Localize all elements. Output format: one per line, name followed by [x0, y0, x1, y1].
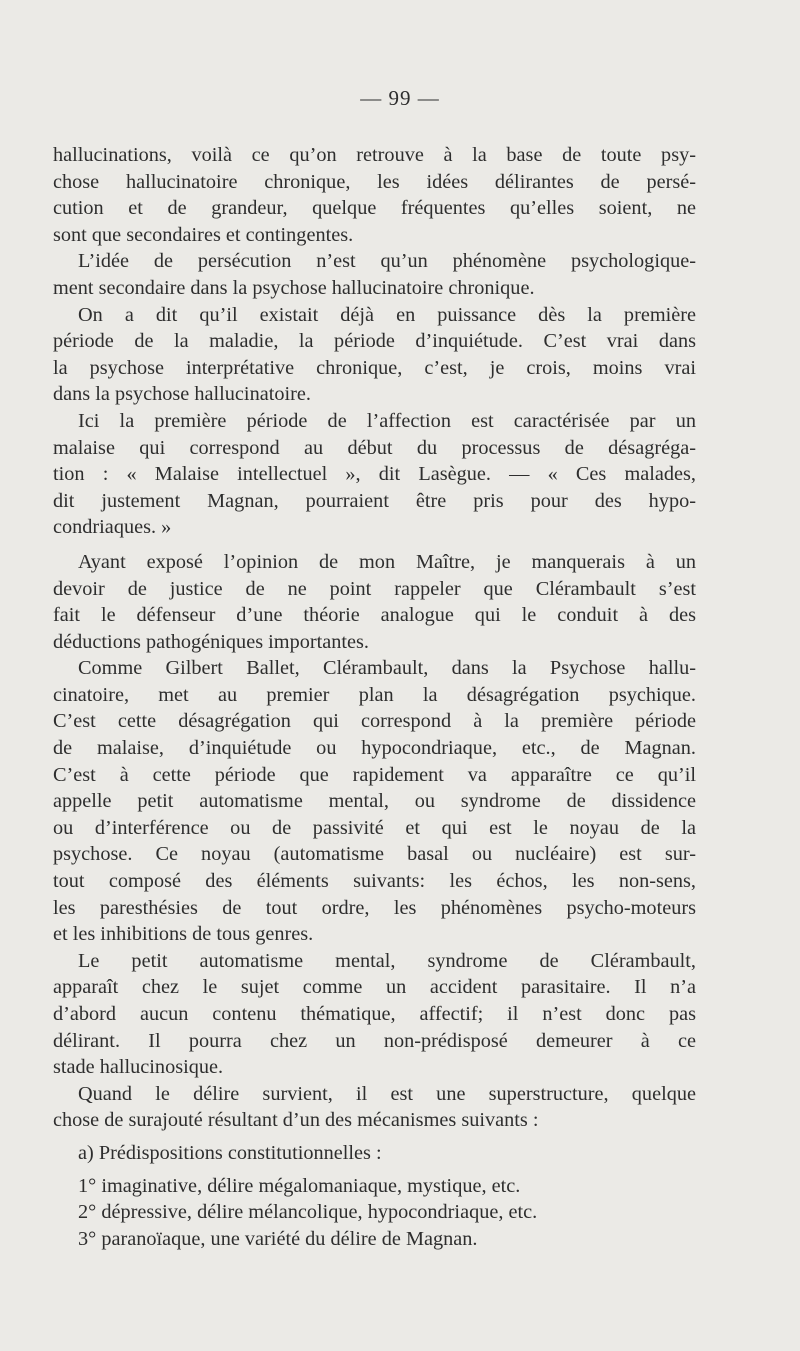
text-line: Quand le délire survient, il est une superstructure, quelque	[78, 1082, 696, 1105]
paragraph	[53, 408, 696, 541]
text-line: fait le défenseur d’une théorie analogue qui le conduit à des	[53, 604, 696, 627]
text-line: L’idée de persécution n’est qu’un phénomène psychologique-	[78, 250, 696, 273]
text-line: On a dit qu’il existait déjà en puissance dès la première	[78, 303, 696, 326]
text-line: chose hallucinatoire chronique, les idées délirantes de persé-	[53, 170, 696, 193]
list-item: 3° paranoïaque, une variété du délire de Magnan.	[78, 1227, 478, 1250]
paragraph	[53, 248, 696, 301]
text-line: cinatoire, met au premier plan la désagrégation psychique.	[53, 683, 696, 706]
text-line: tion : « Malaise intellectuel », dit Lasègue. — « Ces malades,	[53, 463, 696, 486]
text-line: ment secondaire dans la psychose hallucinatoire chronique.	[53, 276, 535, 299]
text-line: dans la psychose hallucinatoire.	[53, 383, 311, 406]
paragraph	[53, 655, 696, 948]
text-line: Ayant exposé l’opinion de mon Maître, je manquerais à un	[78, 550, 696, 573]
page-number: — 99 —	[360, 86, 440, 110]
text-line: de malaise, d’inquiétude ou hypocondriaque, etc., de Magnan.	[53, 737, 696, 760]
text-line: période de la maladie, la période d’inquiétude. C’est vrai dans	[53, 330, 696, 353]
text-line: devoir de justice de ne point rappeler que Clérambault s’est	[53, 577, 696, 600]
text-line: Le petit automatisme mental, syndrome de Clérambault,	[78, 949, 696, 972]
text-line: stade hallucinosique.	[53, 1056, 224, 1079]
paragraph	[53, 142, 696, 248]
paragraph	[53, 948, 696, 1081]
text-line: d’abord aucun contenu thématique, affectif; il n’est donc pas	[53, 1003, 696, 1025]
text-line: cution et de grandeur, quelque fréquentes qu’elles soient, ne	[53, 197, 696, 220]
paragraph	[53, 1081, 696, 1134]
text-line: sont que secondaires et contingentes.	[53, 223, 354, 246]
text-line: C’est cette désagrégation qui correspond à la première période	[53, 710, 696, 733]
enumerated-list	[53, 1140, 696, 1252]
list-item: a) Prédispositions constitutionnelles :	[78, 1141, 382, 1164]
text-line: ou d’interférence ou de passivité et qui est le noyau de la	[53, 816, 696, 839]
text-line: appelle petit automatisme mental, ou syndrome de dissidence	[53, 790, 696, 813]
text-line: et les inhibitions de tous genres.	[53, 923, 314, 946]
text-line: déductions pathogéniques importantes.	[53, 630, 369, 653]
text-line: délirant. Il pourra chez un non-prédisposé demeurer à ce	[53, 1029, 696, 1052]
body-text	[53, 142, 696, 1252]
text-line: Comme Gilbert Ballet, Clérambault, dans la Psychose hallu-	[78, 657, 696, 680]
text-line: malaise qui correspond au début du processus de désagréga-	[53, 436, 696, 459]
text-line: Ici la première période de l’affection est caractérisée par un	[78, 409, 696, 432]
text-line: tout composé des éléments suivants: les échos, les non-sens,	[53, 870, 696, 893]
list-item: 1° imaginative, délire mégalomaniaque, mystique, etc.	[78, 1174, 521, 1197]
text-line: les paresthésies de tout ordre, les phénomènes psycho-moteurs	[53, 896, 696, 919]
text-line: apparaît chez le sujet comme un accident parasitaire. Il n’a	[53, 976, 696, 999]
paragraph	[53, 549, 696, 655]
paragraph	[53, 302, 696, 408]
text-line: C’est à cette période que rapidement va apparaître ce qu’il	[53, 763, 696, 786]
text-line: la psychose interprétative chronique, c’est, je crois, moins vrai	[53, 356, 696, 379]
text-line: psychose. Ce noyau (automatisme basal ou nucléaire) est sur-	[53, 843, 696, 866]
text-line: hallucinations, voilà ce qu’on retrouve à la base de toute psy-	[53, 144, 696, 166]
text-line: condriaques. »	[53, 516, 172, 539]
list-item: 2° dépressive, délire mélancolique, hypocondriaque, etc.	[78, 1201, 538, 1224]
text-line: chose de surajouté résultant d’un des mécanismes suivants :	[53, 1109, 539, 1132]
text-line: dit justement Magnan, pourraient être pris pour des hypo-	[53, 489, 696, 512]
